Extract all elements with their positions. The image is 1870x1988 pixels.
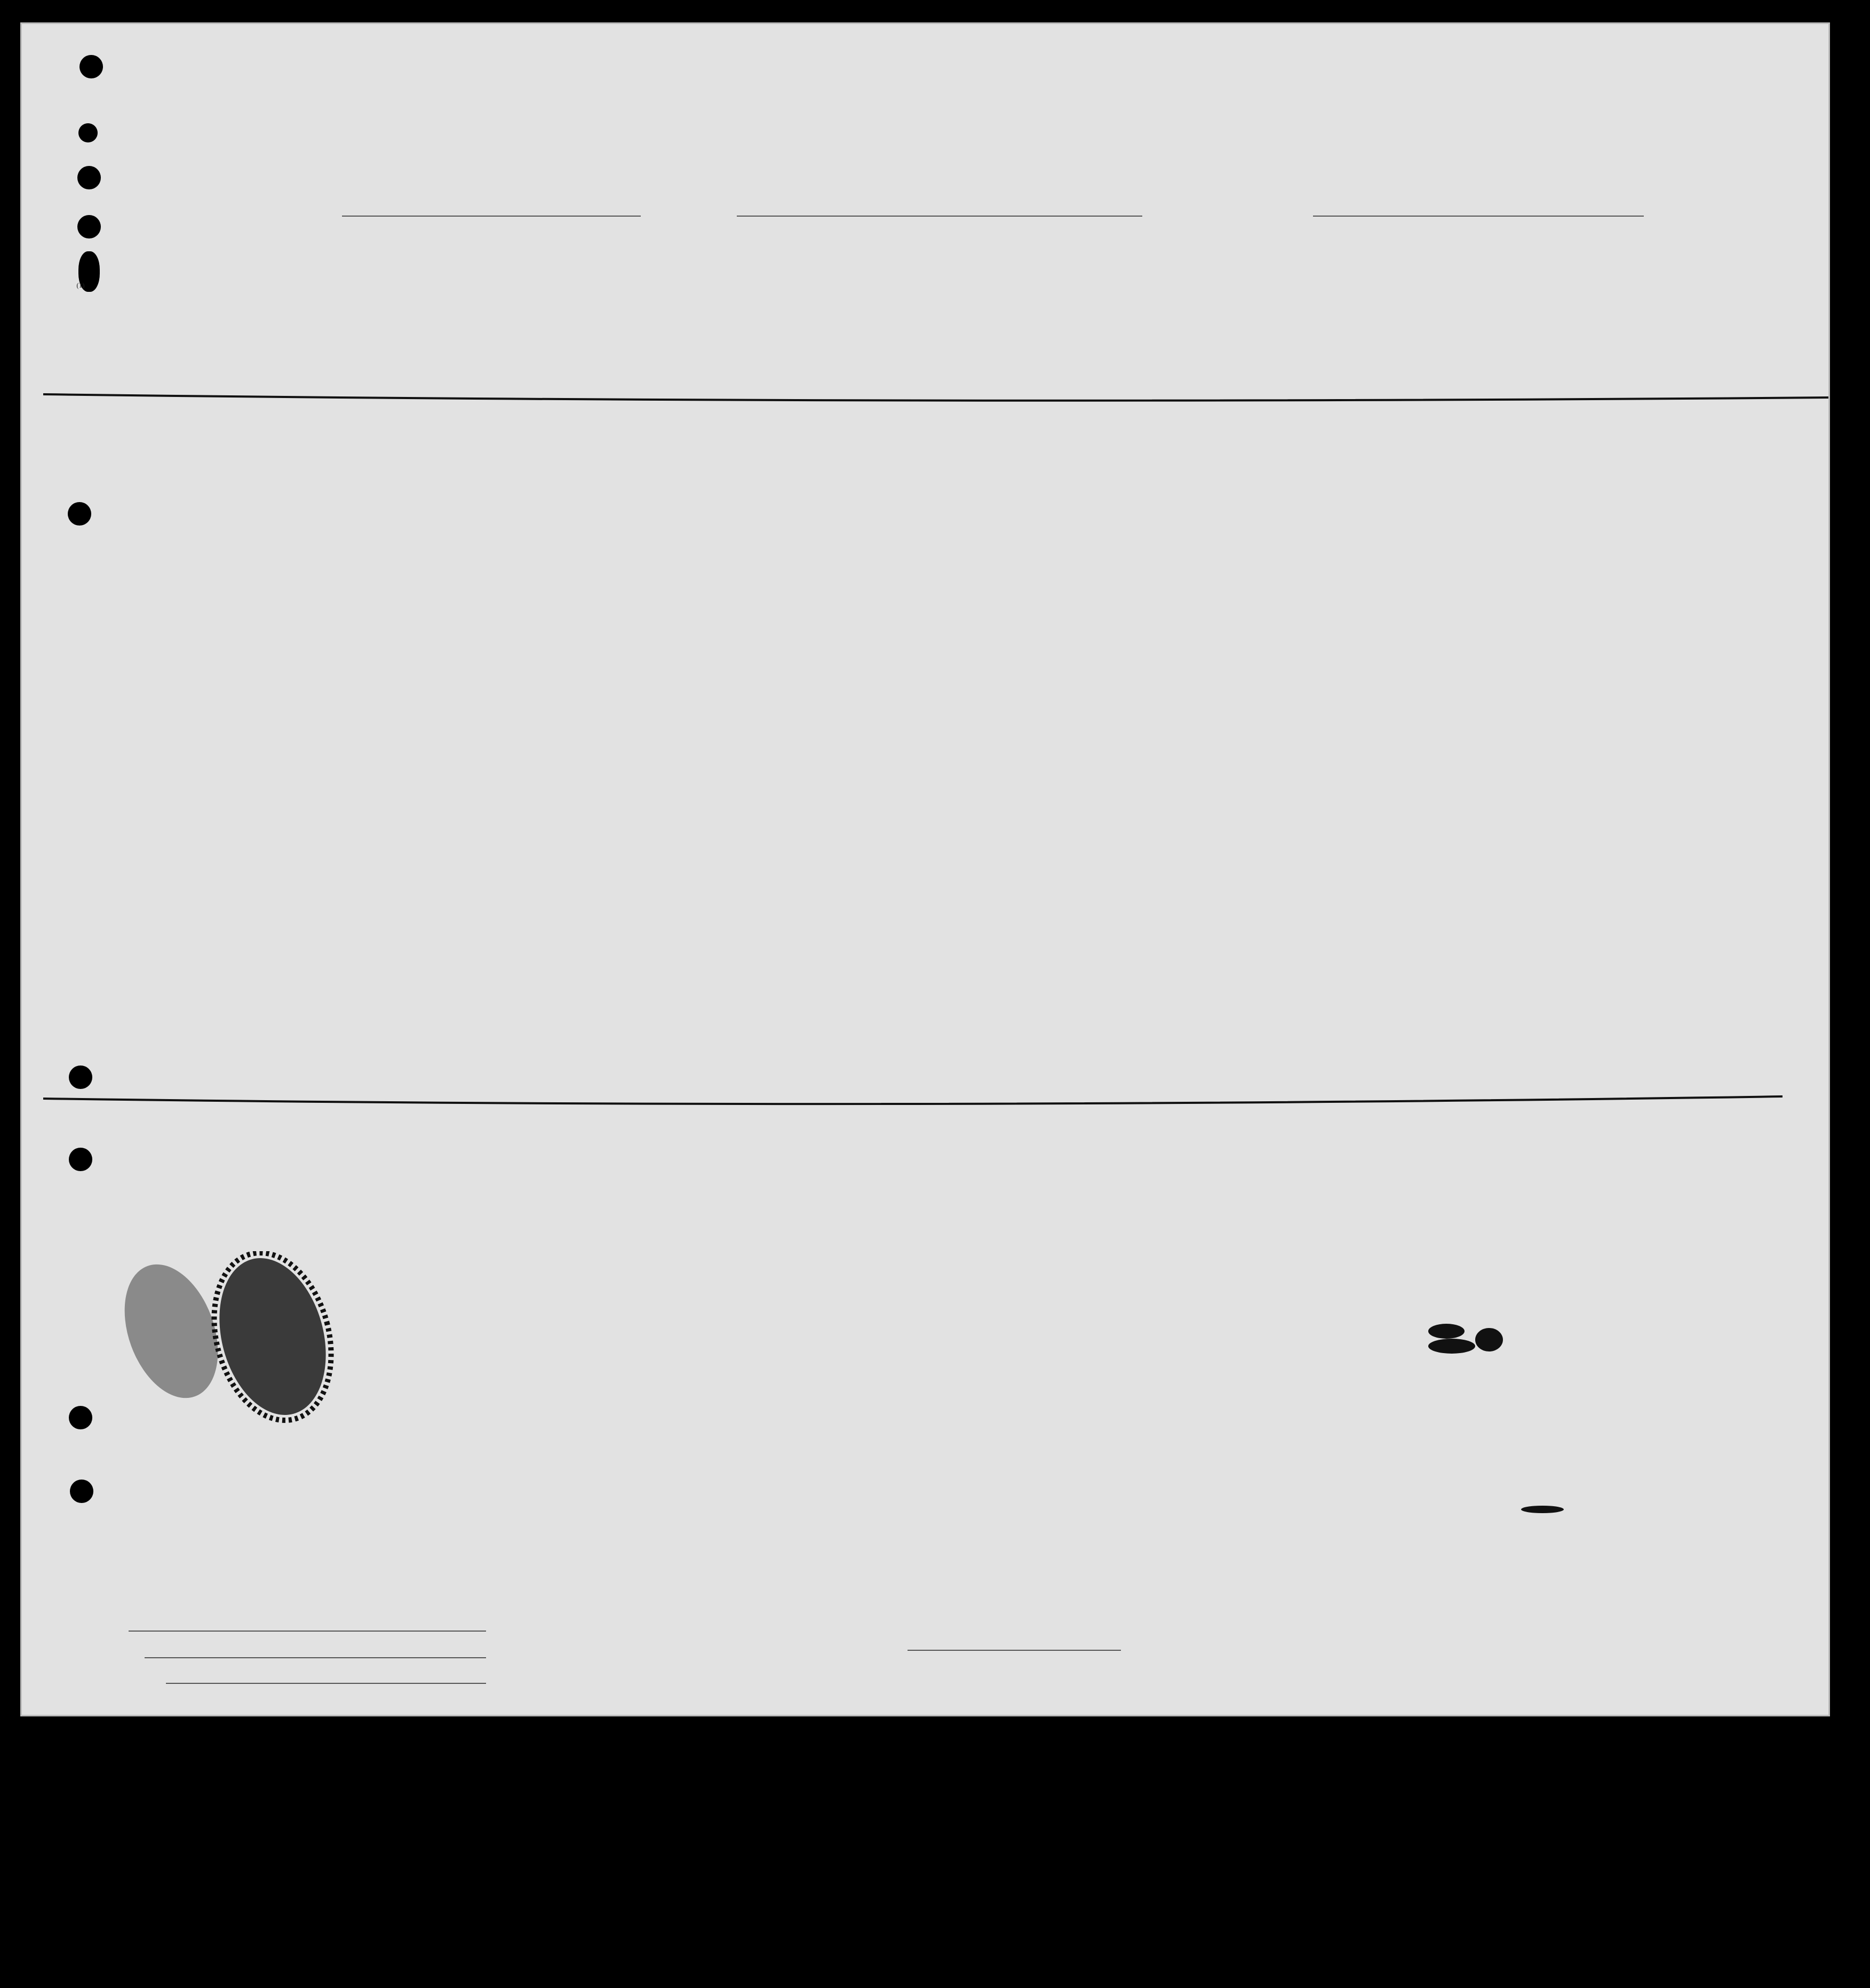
manifest-sheet <box>20 22 1830 1716</box>
footer-lines <box>22 24 1830 1716</box>
header-list-number: (1) <box>76 281 85 289</box>
